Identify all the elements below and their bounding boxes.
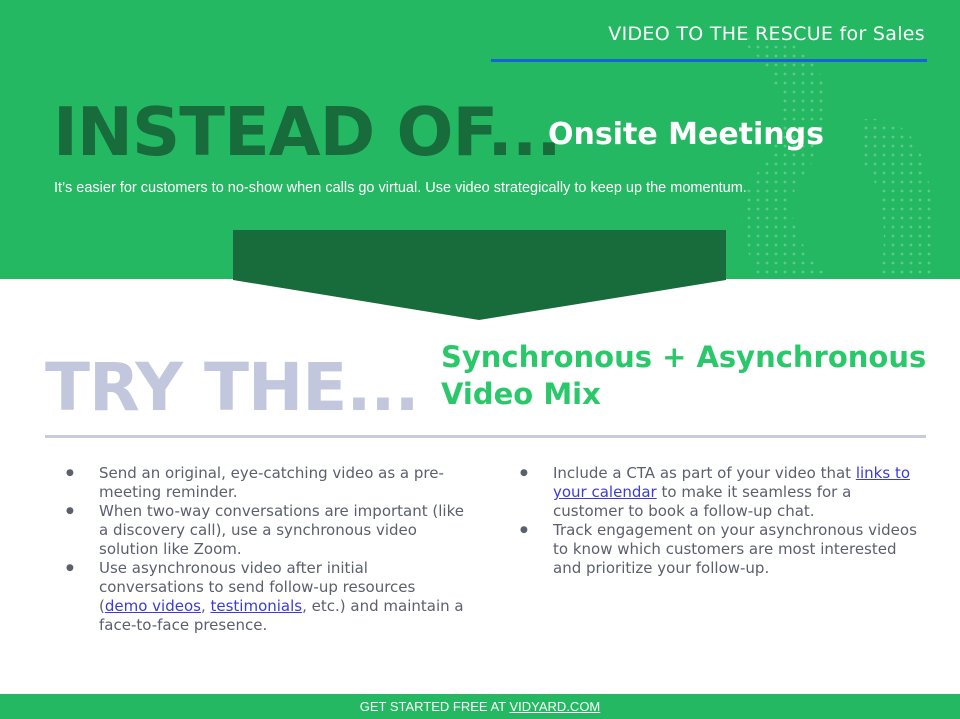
solution-line-2: Video Mix [441,377,601,411]
tip-text: Track engagement on your asynchronous videos to know which customers are most interested and prioritize your follow-up. [553,521,917,577]
topic-heading: Onsite Meetings [548,117,824,152]
down-arrow-shape [0,230,960,330]
list-item [66,502,466,559]
section-divider [45,435,926,438]
tip-text: , etc.) and maintain a face-to-face presence. [99,597,464,634]
calendar-link[interactable]: links to your calendar [553,464,910,501]
tips-list-right [520,464,920,578]
vidyard-link[interactable]: VIDYARD.COM [509,699,601,714]
tip-text: , [200,597,211,615]
list-item [66,464,466,502]
instead-of-heading: INSTEAD OF... [53,93,561,171]
solution-heading [441,339,951,413]
solution-line-1: Synchronous + Asynchronous [441,340,927,374]
testimonials-link[interactable]: testimonials [210,597,303,615]
tips-list-left [66,464,466,635]
tip-text: Use asynchronous video after initial conversations to send follow-up resources ( [99,559,416,615]
document-header-title: VIDEO TO THE RESCUE for Sales [608,23,925,45]
footer-text: GET STARTED FREE AT [359,699,510,714]
footer-bar [0,694,960,719]
try-the-heading: TRY THE... [45,349,419,426]
tip-text: Include a CTA as part of your video that [553,464,856,482]
tip-text: Send an original, eye-catching video as a pre-meeting reminder. [99,464,444,501]
list-item [520,521,920,578]
hero-subtitle: It’s easier for customers to no-show when calls go virtual. Use video strategically to keep up the momentum. [54,180,747,196]
tip-text: to make it seamless for a customer to book a follow-up chat. [553,483,852,520]
header-underline [491,59,927,62]
demo-videos-link[interactable]: demo videos [104,597,201,615]
tip-text: When two-way conversations are important (like a discovery call), use a synchronous video solution like Zoom. [99,502,464,558]
list-item [520,464,920,521]
list-item [66,559,466,635]
